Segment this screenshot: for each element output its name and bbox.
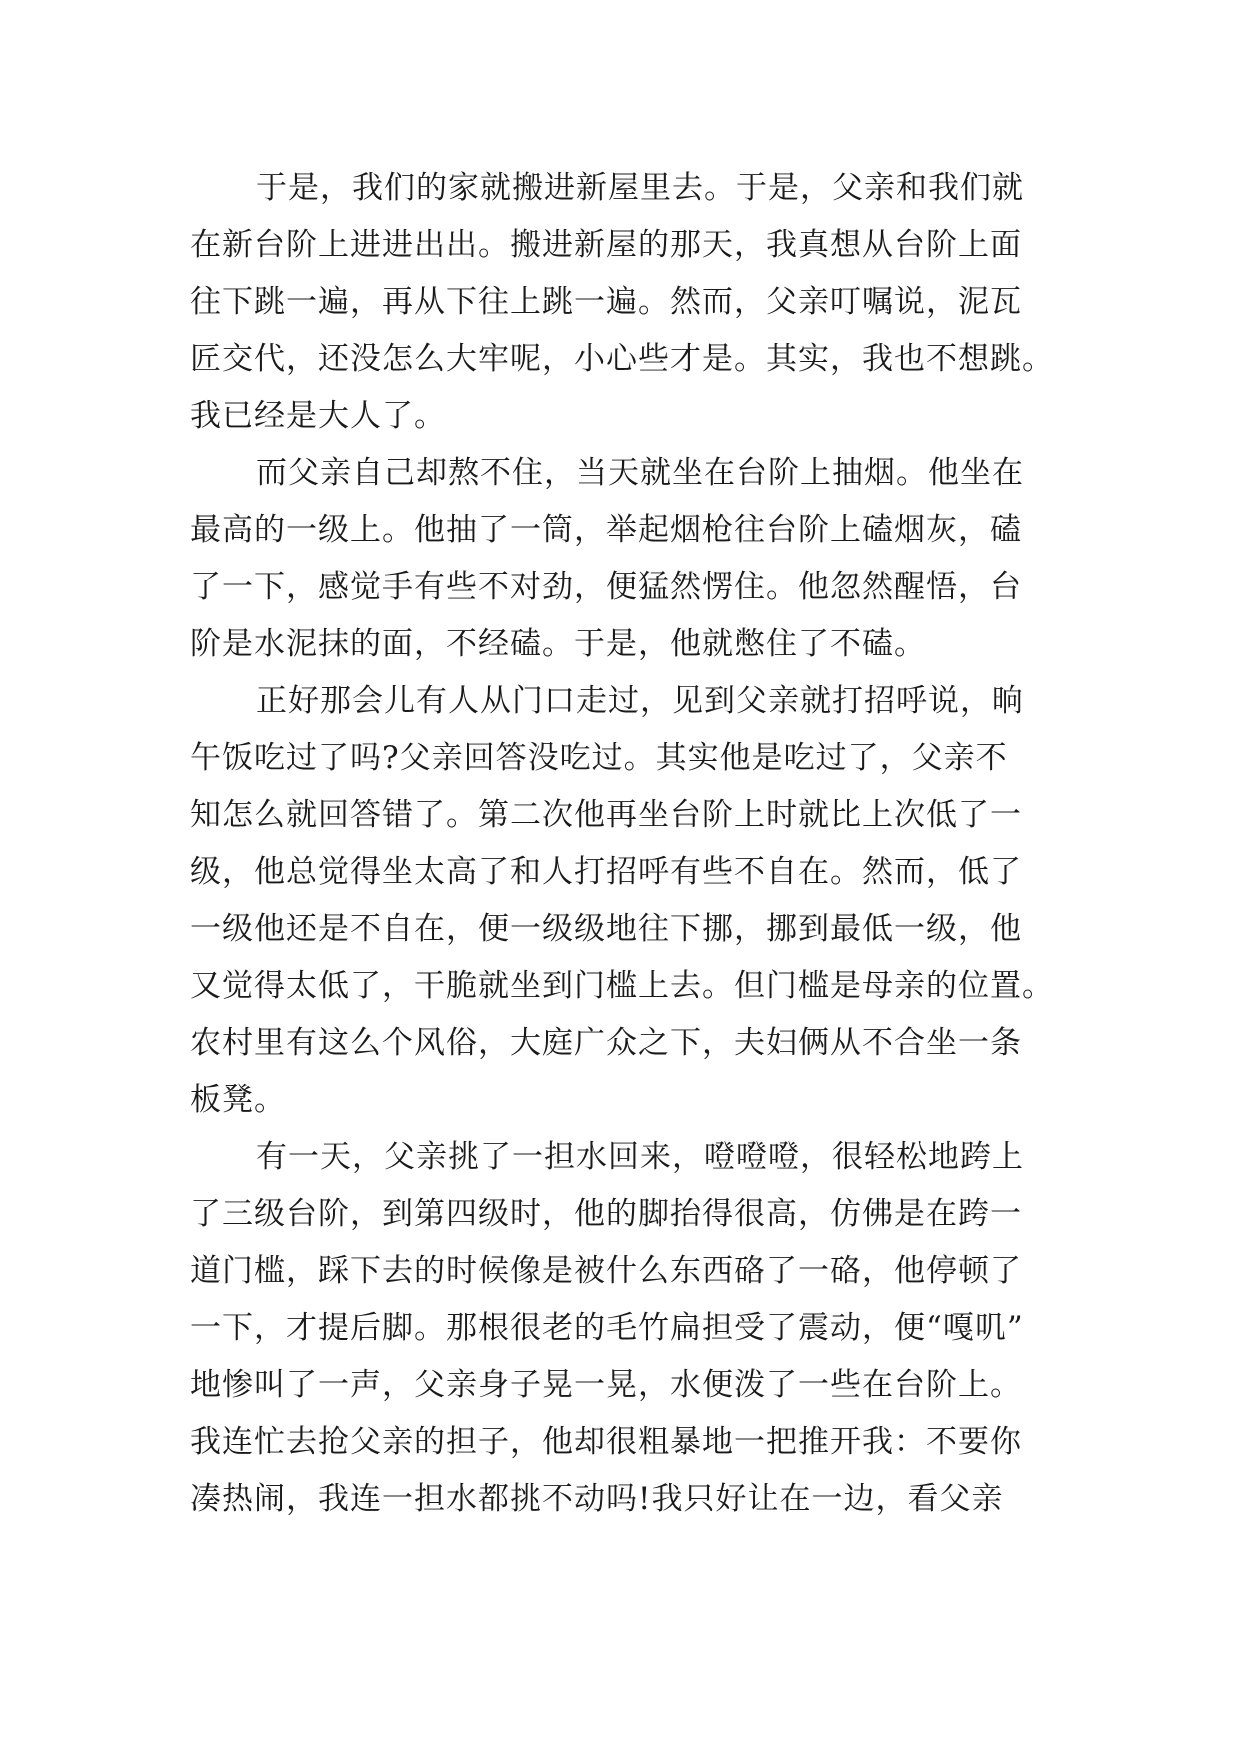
text-line: 午饭吃过了吗?父亲回答没吃过。其实他是吃过了，父亲不 [190, 740, 1008, 776]
paragraph [190, 673, 1070, 1129]
text-line: 我连忙去抢父亲的担子，他却很粗暴地一把推开我：不要你 [190, 1424, 1022, 1460]
text-line: 了一下，感觉手有些不对劲，便猛然愣住。他忽然醒悟，台 [190, 569, 1022, 605]
paragraph [190, 160, 1070, 445]
text-line: 匠交代，还没怎么大牢呢，小心些才是。其实，我也不想跳。 [190, 341, 1054, 377]
text-line: 地惨叫了一声，父亲身子晃一晃，水便泼了一些在台阶上。 [190, 1367, 1022, 1403]
text-line: 农村里有这么个风俗，大庭广众之下，夫妇俩从不合坐一条 [190, 1025, 1022, 1061]
paragraph [190, 445, 1070, 673]
text-line: 有一天，父亲挑了一担水回来，噔噔噔，很轻松地跨上 [256, 1139, 1024, 1175]
text-line: 我已经是大人了。 [190, 398, 446, 434]
text-line: 板凳。 [190, 1082, 286, 1118]
text-line: 一下，才提后脚。那根很老的毛竹扁担受了震动，便“嘎叽” [190, 1310, 1024, 1346]
text-line: 阶是水泥抹的面，不经磕。于是，他就憋住了不磕。 [190, 626, 926, 662]
text-line: 往下跳一遍，再从下往上跳一遍。然而，父亲叮嘱说，泥瓦 [190, 284, 1022, 320]
text-line: 了三级台阶，到第四级时，他的脚抬得很高，仿佛是在跨一 [190, 1196, 1022, 1232]
text-line: 最高的一级上。他抽了一筒，举起烟枪往台阶上磕烟灰，磕 [190, 512, 1022, 548]
text-line: 级，他总觉得坐太高了和人打招呼有些不自在。然而，低了 [190, 854, 1022, 890]
text-line: 一级他还是不自在，便一级级地往下挪，挪到最低一级，他 [190, 911, 1022, 947]
text-line: 于是，我们的家就搬进新屋里去。于是，父亲和我们就 [256, 170, 1024, 206]
text-line: 又觉得太低了，干脆就坐到门槛上去。但门槛是母亲的位置。 [190, 968, 1054, 1004]
text-line: 而父亲自己却熬不住，当天就坐在台阶上抽烟。他坐在 [256, 455, 1024, 491]
text-line: 知怎么就回答错了。第二次他再坐台阶上时就比上次低了一 [190, 797, 1022, 833]
text-line: 在新台阶上进进出出。搬进新屋的那天，我真想从台阶上面 [190, 227, 1022, 263]
article-body [190, 160, 1070, 1528]
text-line: 道门槛，踩下去的时候像是被什么东西硌了一硌，他停顿了 [190, 1253, 1022, 1289]
paragraph [190, 1129, 1070, 1528]
text-line: 凑热闹，我连一担水都挑不动吗!我只好让在一边，看父亲 [190, 1481, 1004, 1517]
text-line: 正好那会儿有人从门口走过，见到父亲就打招呼说，晌 [256, 683, 1024, 719]
